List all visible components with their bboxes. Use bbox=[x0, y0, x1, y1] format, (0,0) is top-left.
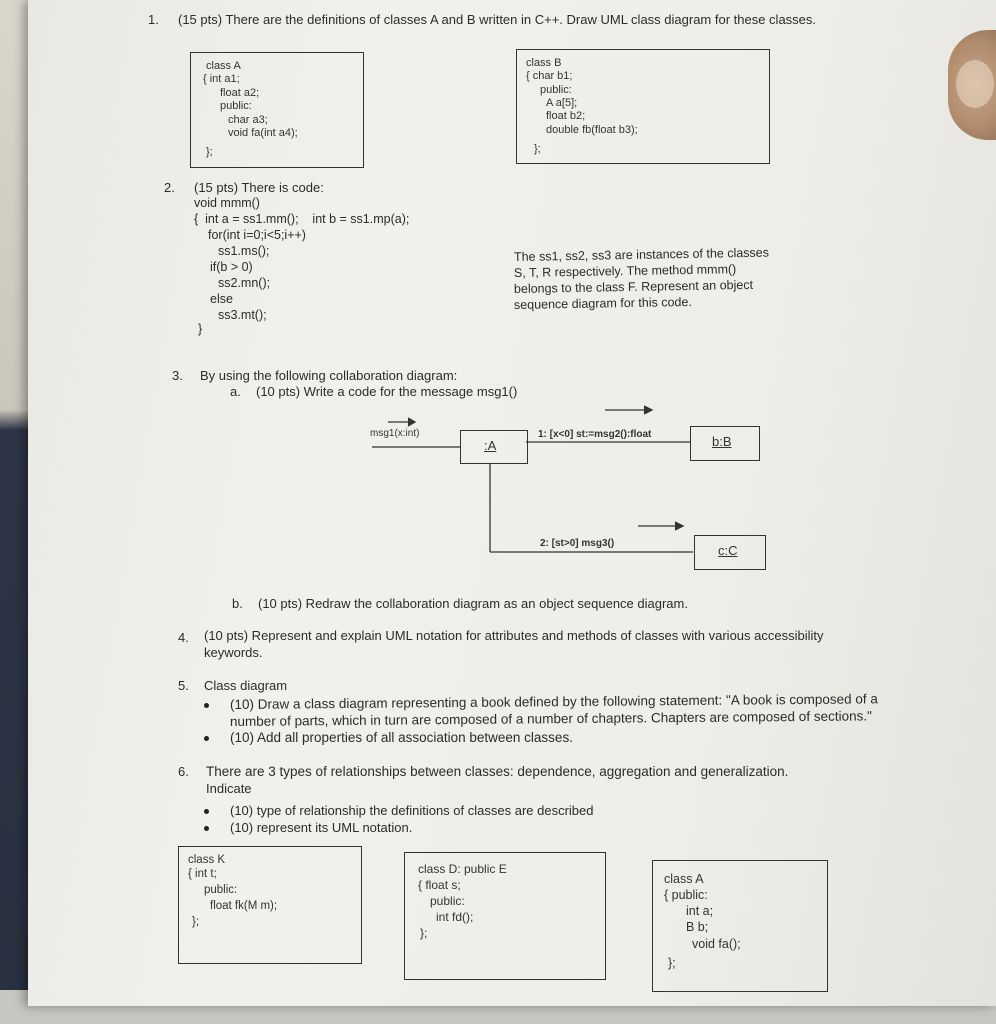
q6-line: Indicate bbox=[206, 781, 252, 796]
q6-bullet-2 bbox=[204, 826, 209, 831]
msg2-arrow-head bbox=[675, 522, 683, 530]
q1-text: (15 pts) There are the definitions of classes A and B written in C++. Draw UML class diagram for these classes. bbox=[178, 12, 817, 27]
q2-code-line: ss1.ms(); bbox=[218, 244, 270, 258]
q1-class-b-line: float b2; bbox=[546, 110, 586, 122]
q2-code-line: ss2.mn(); bbox=[218, 276, 271, 290]
q1-number: 1. bbox=[148, 12, 159, 27]
q3-part-a-letter: a. bbox=[230, 384, 241, 399]
q6-class-k-line: class K bbox=[188, 854, 226, 866]
message-1-label: 1: [x<0] st:=msg2():float bbox=[538, 429, 652, 440]
q1-class-a-line: float a2; bbox=[220, 87, 260, 99]
q3-part-b-letter: b. bbox=[232, 596, 243, 611]
q1-class-a-line: public: bbox=[220, 100, 252, 112]
q5-bullet-1-line: number of parts, which in turn are composed of a number of chapters. Chapters are composed of sections." bbox=[229, 708, 872, 729]
q1-class-b-line: A a[5]; bbox=[546, 97, 578, 109]
q6-class-k-line: float fk(M m); bbox=[210, 900, 278, 912]
q6-class-d-line: }; bbox=[420, 926, 428, 940]
object-c-label: c:C bbox=[718, 543, 738, 558]
q1-class-a-line: void fa(int a4); bbox=[228, 127, 298, 139]
q2-description-line: belongs to the class F. Represent an object bbox=[513, 277, 754, 296]
q4-line: (10 pts) Represent and explain UML notation for attributes and methods of classes with various accessibility bbox=[204, 628, 824, 643]
q5-bullet-2-text: (10) Add all properties of all association between classes. bbox=[230, 730, 573, 745]
q3-number: 3. bbox=[172, 368, 183, 383]
q1-class-b-line: double fb(float b3); bbox=[546, 124, 638, 136]
q6-bullet-2-text: (10) represent its UML notation. bbox=[230, 820, 413, 835]
q1-class-a-line: { int a1; bbox=[203, 73, 240, 85]
q1-class-b-line: { char b1; bbox=[526, 70, 573, 82]
q6-bullet-1 bbox=[204, 809, 209, 814]
msg1-arrow-head bbox=[644, 406, 652, 414]
q2-description-line: S, T, R respectively. The method mmm() bbox=[513, 262, 737, 280]
q6-class-a-line: int a; bbox=[686, 904, 714, 918]
q1-class-a-line: char a3; bbox=[228, 114, 268, 126]
q1-class-a-line: }; bbox=[206, 146, 213, 158]
q1-class-a-line: class A bbox=[206, 60, 241, 72]
message-2-label: 2: [st>0] msg3() bbox=[540, 538, 615, 549]
q2-code-line: void mmm() bbox=[194, 196, 260, 210]
q4-line: keywords. bbox=[204, 645, 263, 660]
q1-class-b-line: class B bbox=[526, 57, 562, 69]
q1-class-b-line: }; bbox=[534, 143, 541, 155]
q6-number: 6. bbox=[178, 764, 189, 779]
q6-class-d-line: class D: public E bbox=[418, 862, 507, 876]
q5-title: Class diagram bbox=[204, 678, 288, 693]
q2-code-line: { int a = ss1.mm(); int b = ss1.mp(a); bbox=[194, 212, 410, 226]
q6-line: There are 3 types of relationships between classes: dependence, aggregation and generalization. bbox=[206, 764, 789, 779]
q2-code-line: for(int i=0;i<5;i++) bbox=[208, 228, 306, 242]
incoming-arrow-head bbox=[408, 418, 415, 426]
object-a-label: :A bbox=[484, 438, 497, 453]
q3-part-a: (10 pts) Write a code for the message msg1() bbox=[256, 384, 518, 399]
q6-class-a-line: class A bbox=[664, 872, 704, 886]
q2-code-line: else bbox=[210, 292, 233, 306]
q2-number: 2. bbox=[164, 180, 175, 195]
q6-class-d-line: int fd(); bbox=[436, 910, 474, 924]
q2-title: (15 pts) There is code: bbox=[194, 180, 324, 195]
q6-bullet-1-text: (10) type of relationship the definitions of classes are described bbox=[230, 803, 594, 818]
q6-class-a-line: }; bbox=[668, 956, 676, 970]
q5-bullet-1-line: (10) Draw a class diagram representing a book defined by the following statement: "A book is composed of a bbox=[229, 691, 878, 712]
q2-code-line: if(b > 0) bbox=[210, 260, 253, 274]
q6-class-a-line: { public: bbox=[664, 888, 708, 902]
q6-class-a-line: void fa(); bbox=[692, 937, 741, 951]
incoming-message-label: msg1(x:int) bbox=[370, 428, 420, 439]
q2-description-line: sequence diagram for this code. bbox=[513, 294, 692, 312]
q5-number: 5. bbox=[178, 678, 189, 693]
q6-class-a-line: B b; bbox=[686, 920, 709, 934]
q1-class-b-line: public: bbox=[540, 84, 572, 96]
q5-bullet-2 bbox=[204, 736, 209, 741]
q6-class-k-line: public: bbox=[204, 884, 238, 896]
q6-class-d-line: { float s; bbox=[418, 878, 461, 892]
q2-code-line: } bbox=[198, 322, 203, 336]
q6-class-k-line: { int t; bbox=[188, 868, 217, 880]
q6-class-d-line: public: bbox=[430, 894, 465, 908]
q4-number: 4. bbox=[178, 630, 189, 645]
q2-code-line: ss3.mt(); bbox=[218, 308, 267, 322]
q3-part-b: (10 pts) Redraw the collaboration diagram as an object sequence diagram. bbox=[258, 596, 688, 611]
q5-bullet-1 bbox=[204, 703, 209, 708]
thumb bbox=[948, 30, 996, 140]
q2-description-line: The ss1, ss2, ss3 are instances of the classes bbox=[513, 245, 770, 264]
q3-title: By using the following collaboration diagram: bbox=[200, 368, 458, 383]
exam-paper bbox=[28, 0, 996, 1006]
object-b-label: b:B bbox=[712, 434, 732, 449]
q6-class-k-line: }; bbox=[192, 916, 200, 928]
